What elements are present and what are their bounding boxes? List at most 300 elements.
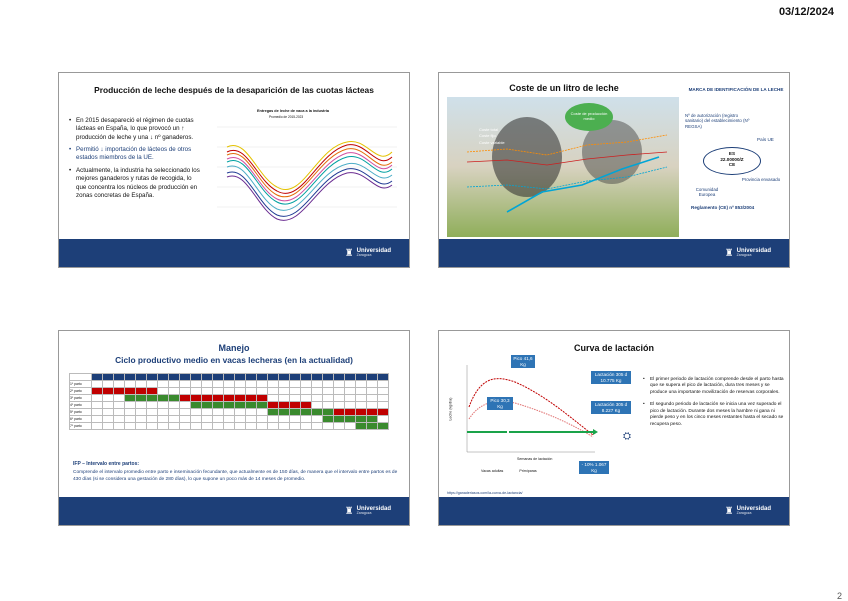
slide-lactation-curve	[438, 330, 790, 526]
cycle-cell	[378, 423, 389, 430]
cycle-cell	[114, 381, 125, 388]
cycle-cell	[290, 409, 301, 416]
cycle-cell	[125, 423, 136, 430]
slide-subtitle: Ciclo productivo medio en vacas lecheras (en la actualidad)	[59, 355, 409, 365]
cycle-cell	[169, 402, 180, 409]
cycle-cell	[378, 388, 389, 395]
cycle-cell	[114, 423, 125, 430]
cycle-row	[70, 416, 389, 423]
cycle-cell	[202, 388, 213, 395]
cycle-cell	[246, 423, 257, 430]
cycle-cell	[114, 395, 125, 402]
slide-footer	[59, 239, 409, 267]
cycle-cell	[103, 416, 114, 423]
cycle-cell	[125, 416, 136, 423]
bullet-second-period: • El segundo periodo de lactación se inicia una vez superado el pico de lactación. Durante dos meses la hambre ni gana ni pierde peso y en los cinco meses restantes hasta el secado se recupera peso.	[643, 402, 785, 428]
month-header-cell	[323, 374, 334, 381]
cycle-cell	[92, 416, 103, 423]
cycle-cell	[290, 388, 301, 395]
community-label: Comunidad Europea	[687, 187, 727, 197]
cycle-cell	[356, 395, 367, 402]
cycle-cell	[323, 416, 334, 423]
month-header-cell	[224, 374, 235, 381]
print-date: 03/12/2024	[779, 6, 834, 18]
ifp-title: IFP – Intervalo entre partos:	[73, 461, 398, 467]
university-logo	[345, 248, 391, 259]
month-header-cell	[290, 374, 301, 381]
cycle-cell	[301, 409, 312, 416]
cycle-cell	[301, 381, 312, 388]
cycle-cell	[334, 395, 345, 402]
cycle-row-label: 2º parto	[70, 388, 92, 395]
month-header-cell	[136, 374, 147, 381]
month-header-cell	[246, 374, 257, 381]
cycle-cell	[191, 409, 202, 416]
cycle-cell	[345, 416, 356, 423]
cycle-cell	[378, 381, 389, 388]
cycle-cell	[191, 423, 202, 430]
cycle-cell	[147, 402, 158, 409]
bullet-list	[69, 117, 203, 204]
university-logo	[345, 506, 391, 517]
cycle-cell	[224, 423, 235, 430]
ifp-block	[73, 461, 398, 483]
cycle-cell	[191, 395, 202, 402]
oval-country: ES	[704, 151, 760, 157]
cycle-cell	[356, 402, 367, 409]
chart-subtitle: Promedio de 2015-2023	[269, 115, 303, 119]
cycle-row	[70, 388, 389, 395]
cycle-cell	[147, 395, 158, 402]
cycle-cell	[180, 402, 191, 409]
cycle-cell	[235, 416, 246, 423]
cycle-cell	[290, 402, 301, 409]
cycle-cell	[290, 381, 301, 388]
cost-line-chart	[447, 97, 679, 237]
legend-primiparous: Primíparas	[519, 469, 536, 473]
month-header-cell	[125, 374, 136, 381]
logo-name: Universidad	[357, 248, 391, 254]
cycle-cell	[356, 423, 367, 430]
oval-ce: CE	[704, 162, 760, 168]
cycle-cell	[158, 409, 169, 416]
cycle-cell	[235, 423, 246, 430]
slide-title: Curva de lactación	[439, 343, 789, 353]
month-header-cell	[202, 374, 213, 381]
bullet-first-period: • El primer periodo de lactación comprende desde el parto hasta que se supera el pico de lactación, dura tres meses y se produce una importante movilización de reservas corporales.	[643, 377, 785, 396]
cycle-cell	[202, 402, 213, 409]
cow-icon: ⛭	[623, 431, 631, 442]
cycle-cell	[356, 416, 367, 423]
month-header-cell	[279, 374, 290, 381]
cycle-cell	[334, 409, 345, 416]
callout-difference: - 10% 1.067 Kg	[579, 461, 609, 474]
cycle-cell	[158, 416, 169, 423]
cycle-cell	[378, 409, 389, 416]
cycle-cell	[213, 395, 224, 402]
cycle-cell	[257, 395, 268, 402]
cycle-cell	[290, 423, 301, 430]
cycle-cell	[224, 402, 235, 409]
month-header-cell	[334, 374, 345, 381]
callout-lactation-adult: Lactación 305 d 10.775 Kg	[591, 371, 631, 384]
cost-bubble: Coste de producción medio	[565, 103, 613, 131]
logo-name: Universidad	[737, 248, 771, 254]
cycle-cell	[158, 388, 169, 395]
callout-lactation-primiparous: Lactación 305 d 8.227 Kg	[591, 401, 631, 414]
cycle-cell	[246, 409, 257, 416]
y-axis-label: Leche (kg/día)	[448, 398, 452, 421]
cycle-cell	[125, 402, 136, 409]
logo-name: Universidad	[357, 506, 391, 512]
university-logo	[725, 248, 771, 259]
month-header-cell	[147, 374, 158, 381]
cycle-cell	[290, 395, 301, 402]
cycle-cell	[246, 416, 257, 423]
cycle-cell	[246, 402, 257, 409]
page-number: 2	[837, 591, 842, 601]
cycle-cell	[334, 423, 345, 430]
cycle-cell	[279, 402, 290, 409]
cycle-cell	[180, 381, 191, 388]
month-header-cell	[312, 374, 323, 381]
cycle-cell	[169, 388, 180, 395]
cycle-cell	[323, 395, 334, 402]
cycle-cell	[279, 416, 290, 423]
source-link[interactable]: https://ganaderiasos.com/la-curva-de-lactancia/	[447, 491, 523, 495]
cycle-cell	[334, 388, 345, 395]
cycle-cell	[268, 402, 279, 409]
cycle-row-label: 7º parto	[70, 423, 92, 430]
cycle-cell	[334, 402, 345, 409]
cycle-cell	[92, 395, 103, 402]
cycle-cell	[246, 388, 257, 395]
cycle-cell	[147, 409, 158, 416]
month-header-cell	[180, 374, 191, 381]
cycle-cell	[367, 416, 378, 423]
cycle-cell	[103, 381, 114, 388]
cycle-cell	[213, 416, 224, 423]
registry-label: Nº de autorización (registro sanitario) del establecimiento (Nº REGSA)	[685, 113, 753, 129]
cycle-cell	[312, 409, 323, 416]
cycle-cell	[180, 423, 191, 430]
cycle-cell	[235, 409, 246, 416]
cycle-cell	[103, 423, 114, 430]
cycle-cell	[136, 423, 147, 430]
cycle-cell	[191, 381, 202, 388]
province-label: Provincia envasado	[741, 177, 781, 182]
cycle-cell	[103, 402, 114, 409]
cycle-cell	[312, 395, 323, 402]
cycle-cell	[323, 388, 334, 395]
cycle-cell	[257, 402, 268, 409]
slide-footer	[439, 239, 789, 267]
month-header-cell	[356, 374, 367, 381]
logo-sub: Zaragoza	[357, 254, 391, 258]
month-header-cell	[191, 374, 202, 381]
month-header-cell	[367, 374, 378, 381]
cycle-cell	[136, 409, 147, 416]
oval-number: 22.00000/Z	[704, 157, 760, 163]
cycle-cell	[180, 409, 191, 416]
cycle-cell	[367, 409, 378, 416]
month-header-cell	[268, 374, 279, 381]
cycle-row	[70, 395, 389, 402]
slide-title: Coste de un litro de leche	[438, 83, 789, 93]
cycle-cell	[114, 409, 125, 416]
cycle-cell	[367, 381, 378, 388]
slide-title: Producción de leche después de la desaparición de las cuotas lácteas	[59, 85, 409, 95]
cycle-cell	[92, 402, 103, 409]
cycle-row-label: 4º parto	[70, 402, 92, 409]
cycle-cell	[279, 409, 290, 416]
cycle-cell	[158, 423, 169, 430]
cycle-cell	[301, 388, 312, 395]
slide-milk-production	[58, 72, 410, 268]
slide-footer	[439, 497, 789, 525]
cycle-cell	[224, 409, 235, 416]
cycle-cell	[202, 423, 213, 430]
cycle-cell	[125, 395, 136, 402]
university-logo	[725, 506, 771, 517]
cycle-cell	[136, 416, 147, 423]
cycle-cell	[367, 402, 378, 409]
cycle-cell	[224, 381, 235, 388]
cycle-cell	[312, 402, 323, 409]
x-axis-label: Semanas de lactación	[517, 457, 552, 461]
cycle-cell	[301, 395, 312, 402]
regulation-label: Reglamento (CE) nº 853/2004	[691, 205, 754, 210]
cycle-cell	[367, 388, 378, 395]
cycle-cell	[92, 388, 103, 395]
cycle-cell	[125, 381, 136, 388]
cost-chart	[447, 97, 679, 237]
identification-oval	[703, 147, 761, 175]
ifp-text: Comprende el intervalo promedio entre parto e inseminación fecundante, que actualmente es de 150 días, de manera que el intervalo entre partos es de 430 días (si se considera una gestación de 280 días), lo que supone un poco más de 14 meses de promedio.	[73, 470, 398, 483]
university-crest-icon: ♜	[345, 506, 354, 517]
cycle-cell	[213, 423, 224, 430]
cycle-cell	[136, 388, 147, 395]
cycle-cell	[202, 409, 213, 416]
cycle-cell	[158, 381, 169, 388]
cycle-cell	[301, 402, 312, 409]
cycle-cell	[191, 388, 202, 395]
cycle-cell	[114, 402, 125, 409]
cycle-cell	[334, 416, 345, 423]
cycle-cell	[257, 388, 268, 395]
cycle-cell	[147, 416, 158, 423]
cycle-cell	[279, 423, 290, 430]
milk-line-chart	[207, 107, 405, 237]
lactation-bullets	[643, 377, 785, 432]
month-header-cell	[114, 374, 125, 381]
cycle-cell	[92, 423, 103, 430]
bullet-quota-end: • En 2015 desapareció el régimen de cuotas lácteas en España, lo que provocó un ↑ producción de leche y una ↓ nº ganaderos.	[69, 117, 203, 142]
cycle-cell	[125, 388, 136, 395]
cycle-cell	[334, 381, 345, 388]
cycle-cell	[257, 409, 268, 416]
cycle-cell	[180, 395, 191, 402]
cycle-cell	[114, 388, 125, 395]
cycle-cell	[246, 395, 257, 402]
cycle-cell	[180, 388, 191, 395]
cycle-cell	[103, 388, 114, 395]
cycle-cell	[268, 381, 279, 388]
cycle-cell	[301, 423, 312, 430]
lactation-legend	[481, 469, 537, 473]
bullet-industry-selection: • Actualmente, la industria ha seleccionado los mejores ganaderos y rutas de recogida, lo que concentra los núcleos de producción en zonas concretas de España.	[69, 167, 203, 200]
cycle-cell	[290, 416, 301, 423]
cycle-cell	[136, 402, 147, 409]
cycle-cell	[202, 416, 213, 423]
cycle-cell	[191, 416, 202, 423]
cycle-cell	[92, 381, 103, 388]
cycle-cell	[323, 402, 334, 409]
cycle-header-row	[70, 374, 389, 381]
cycle-cell	[356, 388, 367, 395]
cycle-cell	[169, 381, 180, 388]
university-crest-icon: ♜	[725, 506, 734, 517]
corner-cell	[70, 374, 92, 381]
cycle-cell	[378, 402, 389, 409]
slide-footer	[59, 497, 409, 525]
cycle-cell	[213, 409, 224, 416]
cycle-cell	[246, 381, 257, 388]
cycle-cell	[268, 423, 279, 430]
cycle-cell	[103, 409, 114, 416]
cycle-row-label: 3º parto	[70, 395, 92, 402]
cycle-table	[69, 373, 389, 430]
cycle-cell	[345, 409, 356, 416]
month-header-cell	[257, 374, 268, 381]
cycle-cell	[378, 416, 389, 423]
chart-title: Entregas de leche de vaca a la industria	[257, 109, 329, 113]
cycle-cell	[169, 395, 180, 402]
cycle-cell	[235, 381, 246, 388]
month-header-cell	[169, 374, 180, 381]
cycle-cell	[257, 423, 268, 430]
slide-productive-cycle	[58, 330, 410, 526]
cycle-cell	[224, 388, 235, 395]
cycle-cell	[213, 381, 224, 388]
cycle-cell	[213, 402, 224, 409]
cycle-cell	[202, 381, 213, 388]
cycle-row	[70, 409, 389, 416]
cycle-cell	[257, 381, 268, 388]
cycle-cell	[367, 395, 378, 402]
month-header-cell	[103, 374, 114, 381]
cycle-cell	[92, 409, 103, 416]
month-header-cell	[92, 374, 103, 381]
cycle-row	[70, 423, 389, 430]
cycle-cell	[103, 395, 114, 402]
callout-peak-primiparous: Pico 30,3 Kg	[487, 397, 513, 410]
cycle-cell	[323, 409, 334, 416]
cycle-cell	[147, 388, 158, 395]
month-header-cell	[213, 374, 224, 381]
cycle-cell	[147, 381, 158, 388]
cycle-cell	[268, 416, 279, 423]
cycle-cell	[268, 409, 279, 416]
cycle-cell	[323, 381, 334, 388]
legend-fixed: Coste fijo	[479, 133, 505, 139]
legend-adult-cows: Vacas adultas	[481, 469, 503, 473]
cycle-grid	[69, 373, 389, 430]
cycle-cell	[312, 423, 323, 430]
university-crest-icon: ♜	[725, 248, 734, 259]
cycle-cell	[114, 416, 125, 423]
cycle-cell	[147, 423, 158, 430]
cycle-row-label: 1º parto	[70, 381, 92, 388]
cycle-cell	[202, 395, 213, 402]
slide-title: Manejo	[59, 343, 409, 353]
cycle-cell	[158, 402, 169, 409]
cycle-row	[70, 381, 389, 388]
legend-total: Coste total	[479, 127, 505, 133]
cycle-cell	[136, 395, 147, 402]
cycle-cell	[169, 416, 180, 423]
cycle-cell	[279, 395, 290, 402]
month-header-cell	[235, 374, 246, 381]
cycle-cell	[268, 395, 279, 402]
bullet-import-decrease: • Permitió ↓ importación de lácteos de otros estados miembros de la UE.	[69, 146, 203, 163]
cycle-cell	[224, 395, 235, 402]
cycle-row-label: 6º parto	[70, 416, 92, 423]
month-header-cell	[345, 374, 356, 381]
university-crest-icon: ♜	[345, 248, 354, 259]
cycle-cell	[345, 388, 356, 395]
cycle-cell	[235, 402, 246, 409]
slide-milk-cost	[438, 72, 790, 268]
cycle-cell	[312, 388, 323, 395]
cycle-cell	[169, 423, 180, 430]
cycle-cell	[169, 409, 180, 416]
cycle-cell	[224, 416, 235, 423]
callout-peak-adult: Pico 41,6 Kg	[511, 355, 535, 368]
milk-deliveries-chart	[207, 107, 405, 237]
cycle-cell	[213, 388, 224, 395]
cycle-cell	[279, 388, 290, 395]
cycle-cell	[312, 416, 323, 423]
cycle-cell	[367, 423, 378, 430]
cycle-cell	[356, 381, 367, 388]
cycle-cell	[268, 388, 279, 395]
logo-sub: Zaragoza	[357, 512, 391, 516]
logo-sub: Zaragoza	[737, 512, 771, 516]
cost-legend	[479, 127, 505, 146]
legend-variable: Coste variable	[479, 140, 505, 146]
cycle-cell	[180, 416, 191, 423]
month-header-cell	[378, 374, 389, 381]
cycle-cell	[378, 395, 389, 402]
cycle-row	[70, 402, 389, 409]
cycle-cell	[345, 395, 356, 402]
cycle-cell	[356, 409, 367, 416]
cycle-cell	[345, 402, 356, 409]
cycle-cell	[345, 423, 356, 430]
cycle-row-label: 5º parto	[70, 409, 92, 416]
cycle-cell	[345, 381, 356, 388]
cycle-cell	[279, 381, 290, 388]
mark-title: MARCA DE IDENTIFICACIÓN DE LA LECHE	[685, 87, 787, 92]
cycle-cell	[158, 395, 169, 402]
cycle-cell	[235, 395, 246, 402]
cycle-cell	[191, 402, 202, 409]
cycle-cell	[257, 416, 268, 423]
cycle-cell	[301, 416, 312, 423]
month-header-cell	[301, 374, 312, 381]
logo-name: Universidad	[737, 506, 771, 512]
